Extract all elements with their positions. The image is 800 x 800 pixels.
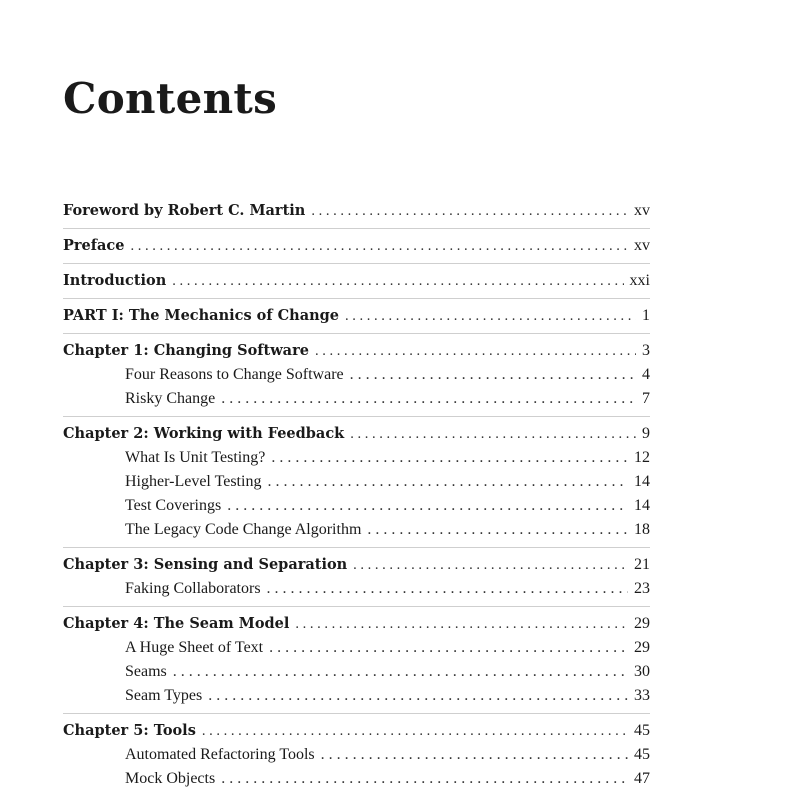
toc-entry[interactable] [63, 553, 650, 577]
toc-entry-title: Chapter 1: Changing Software [63, 342, 309, 359]
toc-subentry-page: 14 [634, 473, 650, 490]
dot-leader [353, 553, 628, 577]
toc-subentry-page: 47 [634, 770, 650, 787]
toc-subentry-title: Seam Types [125, 687, 203, 704]
dot-leader [267, 577, 628, 601]
toc-subentry[interactable] [63, 470, 650, 494]
dot-leader [345, 304, 636, 328]
toc-entry[interactable] [63, 719, 650, 743]
dot-leader [221, 767, 628, 791]
toc-subentry-page: 12 [634, 449, 650, 466]
divider [63, 333, 650, 334]
toc-subentry[interactable] [63, 494, 650, 518]
toc-entry[interactable] [63, 422, 650, 446]
toc-entry-title: PART I: The Mechanics of Change [63, 307, 339, 324]
divider [63, 547, 650, 548]
divider [63, 298, 650, 299]
toc-subentry-title: Faking Collaborators [125, 580, 261, 597]
toc-subentry[interactable] [63, 684, 650, 708]
dot-leader [321, 743, 628, 767]
table-of-contents [63, 199, 650, 791]
toc-subentry[interactable] [63, 743, 650, 767]
divider [63, 228, 650, 229]
toc-subentry-title: A Huge Sheet of Text [125, 639, 264, 656]
toc-entry-title: Chapter 3: Sensing and Separation [63, 556, 348, 573]
toc-entry-page: xxi [629, 272, 650, 289]
toc-subentry-title: Mock Objects [125, 770, 216, 787]
dot-leader [311, 199, 628, 223]
toc-entry[interactable] [63, 269, 650, 293]
toc-subentry[interactable] [63, 363, 650, 387]
toc-subentry[interactable] [63, 518, 650, 542]
toc-subentry-page: 23 [634, 580, 650, 597]
dot-leader [269, 636, 628, 660]
toc-entry-page: xv [634, 202, 650, 219]
toc-subentry-page: 4 [642, 366, 650, 383]
toc-entry-title: Chapter 4: The Seam Model [63, 615, 290, 632]
dot-leader [295, 612, 628, 636]
page-title: Contents [63, 74, 278, 123]
divider [63, 416, 650, 417]
toc-entry[interactable] [63, 199, 650, 223]
toc-subentry[interactable] [63, 577, 650, 601]
dot-leader [367, 518, 628, 542]
toc-entry-page: 9 [642, 425, 650, 442]
divider [63, 606, 650, 607]
toc-subentry-title: Automated Refactoring Tools [125, 746, 315, 763]
toc-entry-page: 3 [642, 342, 650, 359]
toc-entry-title: Foreword by Robert C. Martin [63, 202, 306, 219]
toc-subentry-page: 18 [634, 521, 650, 538]
toc-entry[interactable] [63, 339, 650, 363]
toc-subentry-page: 14 [634, 497, 650, 514]
toc-subentry-title: The Legacy Code Change Algorithm [125, 521, 362, 538]
dot-leader [202, 719, 628, 743]
dot-leader [221, 387, 636, 411]
toc-entry[interactable] [63, 234, 650, 258]
dot-leader [208, 684, 628, 708]
toc-entry-title: Chapter 5: Tools [63, 722, 196, 739]
toc-subentry-title: Test Coverings [125, 497, 222, 514]
dot-leader [350, 363, 636, 387]
toc-subentry[interactable] [63, 636, 650, 660]
toc-subentry[interactable] [63, 767, 650, 791]
toc-subentry-page: 45 [634, 746, 650, 763]
toc-subentry-page: 7 [642, 390, 650, 407]
toc-subentry-title: Seams [125, 663, 167, 680]
toc-subentry-title: Four Reasons to Change Software [125, 366, 344, 383]
toc-entry-title: Chapter 2: Working with Feedback [63, 425, 345, 442]
toc-entry-page: 29 [634, 615, 650, 632]
toc-entry-page: 21 [634, 556, 650, 573]
dot-leader [130, 234, 628, 258]
dot-leader [172, 269, 623, 293]
dot-leader [350, 422, 636, 446]
toc-entry-title: Preface [63, 237, 125, 254]
toc-entry-page: 1 [642, 307, 650, 324]
toc-entry[interactable] [63, 612, 650, 636]
toc-subentry-page: 30 [634, 663, 650, 680]
dot-leader [271, 446, 628, 470]
toc-subentry-title: What Is Unit Testing? [125, 449, 266, 466]
toc-entry-page: xv [634, 237, 650, 254]
toc-subentry[interactable] [63, 387, 650, 411]
toc-subentry-title: Risky Change [125, 390, 216, 407]
divider [63, 713, 650, 714]
dot-leader [227, 494, 628, 518]
toc-subentry-page: 33 [634, 687, 650, 704]
dot-leader [267, 470, 628, 494]
dot-leader [173, 660, 628, 684]
toc-entry-title: Introduction [63, 272, 167, 289]
toc-subentry[interactable] [63, 446, 650, 470]
toc-entry-page: 45 [634, 722, 650, 739]
toc-subentry-title: Higher-Level Testing [125, 473, 262, 490]
toc-subentry[interactable] [63, 660, 650, 684]
toc-entry[interactable] [63, 304, 650, 328]
toc-subentry-page: 29 [634, 639, 650, 656]
divider [63, 263, 650, 264]
dot-leader [315, 339, 636, 363]
